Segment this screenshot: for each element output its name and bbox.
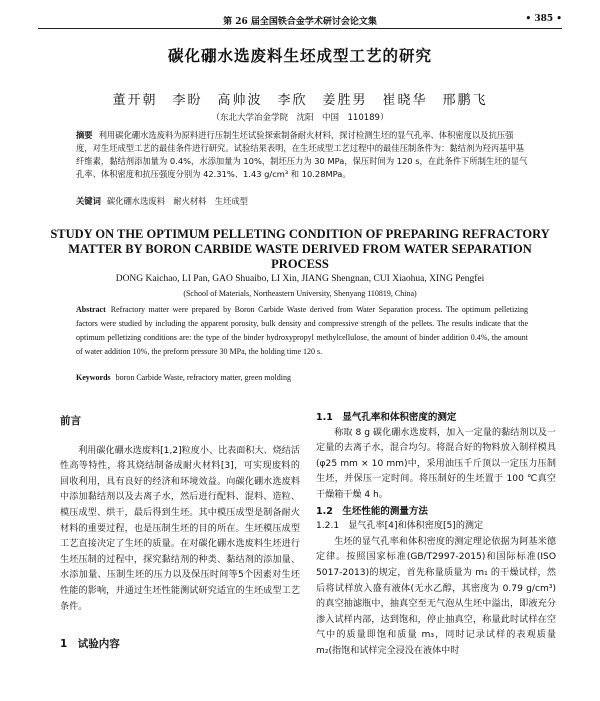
chinese-title: 碳化硼水选废料生坯成型工艺的研究 bbox=[167, 47, 432, 65]
conference-name: 第 26 届全国铁合金学术研讨会论文集 bbox=[223, 17, 377, 27]
preface-paragraph: 利用碳化硼水选废料[1,2]粒度小、比表面积大、烧结活性高等特性，将其烧结制备成耐火材料[3]，可实现废料的回收利用，具有良好的经济和环境效益。向碳化硼水选废料中添加黏结剂以及去离子水，然后进行配料、混料、造粒、模压成型、烘干，最后得到生坯。其中模压成型是制备耐火材料的重要过程，也是压制生坯的目的所在。生坯模压成型工艺直接决定了生坯的质量。在对碳化硼水选废料生坯进行生坯压制的过程中，探究黏结剂的种类、黏结剂的添加量、水添加量、压制生坯的压力以及保压时间等5个因素对生坯性能的影响，并通过生坯性能测试研究适宜的生坯成型工艺条件。 bbox=[60, 445, 300, 612]
chinese-affiliation: （东北大学冶金学院 沈阳 中国 110189） bbox=[211, 113, 389, 123]
chinese-keywords bbox=[76, 195, 528, 208]
english-authors: DONG Kaichao, LI Pan, GAO Shuaibo, LI Xin, JIANG Shengnan, CUI Xiaohua, XING Pengfei bbox=[115, 274, 485, 284]
chinese-abstract-text: 利用碳化硼水选废料为原料进行压制生坯试验探索制备耐火材料，探讨检测生坯的显气孔率、体积密度以及抗压强度，对生坯成型工艺的最佳条件进行研究。试验结果表明，在生坯成型工艺过程中的最佳压制条件为：黏结剂为羟丙基甲基纤维素，黏结剂添加量为 0.4%，水添加量为 10%，制坯压力为 30 MPa，保压时间为 120 s，在此条件下所制生坯的显气孔率、体积密度和抗压强度分别为 42.31%、1.43 g/cm³ 和 10.28MPa。 bbox=[76, 130, 528, 179]
preface-heading: 前言 bbox=[60, 415, 81, 427]
page-number: • 385 • bbox=[525, 14, 562, 24]
left-column bbox=[60, 410, 300, 667]
english-abstract bbox=[76, 303, 528, 359]
running-header bbox=[38, 12, 562, 29]
section-1-1-paragraph: 称取 8 g 碳化硼水选废料，加入一定量的黏结剂以及一定量的去离子水，混合均匀。将混合好的物料放入制样模具(φ25 mm × 10 mm)中，采用油压千斤顶以一定压力压制生坯，并保压一定时间。将压制好的生坯置于 100 ℃真空干燥箱干燥 4 h。 bbox=[316, 427, 556, 500]
section-1-2-1-heading: 1.2.1 显气孔率[4]和体积密度[5]的测定 bbox=[316, 521, 484, 532]
section-1-heading: 1 试验内容 bbox=[60, 638, 120, 651]
english-abstract-text: Refractory matter were prepared by Boron Carbide Waste derived from Water Separation process. The optimum pelletizing factors were studied by including the apparent porosity, bulk density and compressive strength of the pellets. The results indicate that the optimum pelletizing conditions are: the type of the binder hydroxypropyl methylcellulose, the amount of binder addition 0.4%, the amount of water addition 10%, the preform pressure 30 MPa, the holding time 120 s. bbox=[76, 305, 528, 356]
section-1-2-heading: 1.2 生坯性能的测量方法 bbox=[316, 505, 428, 517]
section-1-1-heading: 1.1 显气孔率和体积密度的测定 bbox=[316, 412, 457, 423]
section-1-2-1-paragraph: 生坯的显气孔率和体积密度的测定理论依据为阿基米德定律。按照国家标准(GB/T2997-2015)和国际标准(ISO 5017-2013)的规定，首先称量质量为 m₁ 的干燥试样，然后将试样放入盛有液体(无水乙醇，其密度为 0.79 g/cm³)的真空抽滤瓶中，抽真空至无气泡从生坯中溢出，即液充分渗入试样内部，达到饱和，停止抽真空，称量此时试样在空气中的质量即饱和质量 m₃，同时记录试样的表观质量 m₂(指饱和试样完全浸没在液体中时 bbox=[316, 536, 556, 656]
chinese-authors: 董开朝 李盼 高帅波 李欣 姜胜男 崔晓华 邢鹏飞 bbox=[112, 93, 488, 108]
english-keywords-label: Keywords bbox=[76, 373, 111, 382]
english-title: STUDY ON THE OPTIMUM PELLETING CONDITION OF PREPARING REFRACTORY MATTER BY BORON CARBIDE WASTE DERIVED FROM WATER SEPARATION PROCESS bbox=[50, 227, 550, 271]
chinese-abstract bbox=[76, 129, 528, 181]
chinese-keywords-label: 关键词 bbox=[76, 196, 101, 206]
english-affiliation: (School of Materials, Northeastern University, Shenyang 110819, China) bbox=[183, 289, 417, 298]
chinese-keywords-text: 碳化硼水选废料 耐火材料 生坯成型 bbox=[106, 196, 248, 206]
chinese-abstract-label: 摘要 bbox=[76, 130, 93, 140]
english-keywords-text: boron Carbide Waste, refractory matter, green molding bbox=[115, 373, 291, 382]
right-column bbox=[316, 410, 556, 660]
english-keywords bbox=[76, 373, 528, 382]
english-abstract-label: Abstract bbox=[76, 305, 106, 314]
